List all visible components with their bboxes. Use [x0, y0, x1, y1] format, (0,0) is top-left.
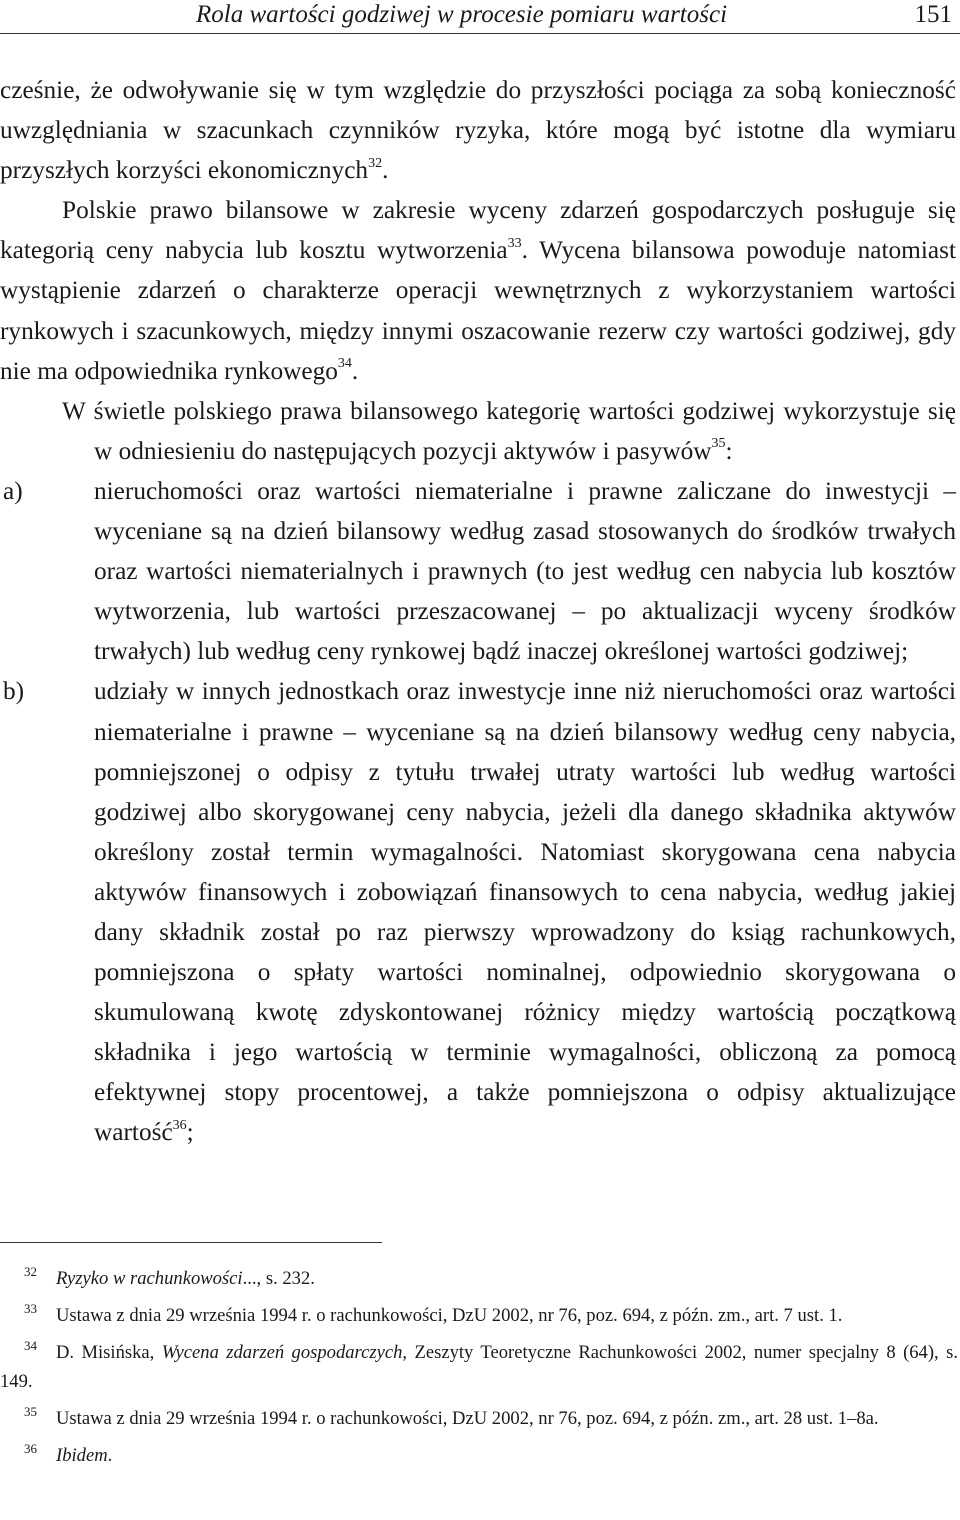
- footnote-separator: [0, 1242, 382, 1243]
- list-item-text: nieruchomości oraz wartości niematerialne i prawne zaliczane do inwestycji – wyceniane są na dzień bilansowy według zasad stosowanych do środków trwałych oraz wartości niematerialnych i prawnych (to jest według cen nabycia lub kosztów wytworzenia, lub wartości przeszacowanej – po aktualizacji wyceny środków trwałych) lub według ceny rynkowej bądź inaczej określonej wartości godziwej;: [94, 476, 956, 666]
- footnote-number: 32: [24, 1264, 37, 1279]
- footnote: [0, 1338, 958, 1396]
- punctuation: ;: [186, 1118, 194, 1147]
- paragraph-list-intro: [0, 391, 956, 471]
- list-item-text: udziały w innych jednostkach oraz inwestycje inne niż nieruchomości oraz wartości niematerialne i prawne – wyceniane są na dzień bilansowy według ceny nabycia, pomniejszonej o odpisy z tytułu trwałej utraty wartości lub według wartości godziwej albo skorygowanej ceny nabycia, jeżeli dla danego składnika aktywów określony został termin wymagalności. Natomiast skorygowana cena nabycia aktywów finansowych i zobowiązań finansowych to cena nabycia, według jakiej dany składnik został po raz pierwszy wprowadzony do ksiąg rachunkowych, pomniejszona o spłaty wartości nominalnej, odpowiednio skorygowana o skumulowaną kwotę zdyskontowanej różnicy między wartością początkową składnika i jego wartością w terminie wymagalności, obliczoną za pomocą efektywnej stopy procentowej, a także pomniejszona o odpisy aktualizujące wartość: [94, 677, 956, 1147]
- main-text: [0, 70, 956, 1153]
- footnote-ref[interactable]: 33: [507, 235, 522, 251]
- paragraph-text: . Wycena bilansowa powoduje natomiast wystąpienie zdarzeń o charakterze operacji wewnętrznych z wykorzystaniem wartości rynkowych i szacunkowych, między innymi oszacowanie rezerw czy wartości godziwej, gdy nie ma odpowiednika rynkowego: [0, 236, 956, 385]
- footnote-ref[interactable]: 34: [337, 356, 352, 372]
- footnote-italic-title: Ryzyko w rachunkowości: [56, 1268, 243, 1289]
- paragraph-text: W świetle polskiego prawa bilansowego kategorię wartości godziwej wykorzystuje się w odniesieniu do następujących pozycji aktywów i pasywów: [62, 396, 956, 465]
- footnote-text: , Zeszyty Teoretyczne Rachunkowości 2002, numer specjalny 8 (64), s. 149.: [0, 1342, 958, 1392]
- running-header: [0, 0, 960, 34]
- list-marker: b): [3, 677, 25, 706]
- list-item-b: [0, 671, 956, 1152]
- footnote-text: .: [107, 1445, 113, 1466]
- footnote-author: D. Misińska,: [56, 1342, 162, 1363]
- list-item-a: [0, 471, 956, 671]
- footnote-number: 34: [24, 1338, 37, 1353]
- punctuation: :: [725, 436, 733, 465]
- footnote: [0, 1441, 958, 1470]
- footnote: [0, 1404, 958, 1433]
- footnote-italic-title: Ibidem: [56, 1445, 108, 1466]
- footnote-number: 35: [24, 1404, 37, 1419]
- paragraph-continued: [0, 70, 956, 190]
- paragraph: [0, 190, 956, 390]
- punctuation: .: [351, 356, 359, 385]
- footnote: [0, 1301, 958, 1330]
- footnote-text: Ustawa z dnia 29 września 1994 r. o rachunkowości, DzU 2002, nr 76, poz. 694, z późn. zm., art. 7 ust. 1.: [56, 1305, 843, 1326]
- footnote-italic-title: Wycena zdarzeń gospodarczych: [161, 1342, 403, 1363]
- page-number: 151: [914, 1, 952, 28]
- footnote-ref[interactable]: 32: [368, 155, 383, 171]
- footnotes: [0, 1264, 958, 1478]
- footnote-text: Ustawa z dnia 29 września 1994 r. o rachunkowości, DzU 2002, nr 76, poz. 694, z późn. zm., art. 28 ust. 1–8a.: [56, 1408, 879, 1429]
- footnote-number: 36: [24, 1441, 37, 1456]
- paragraph-text: cześnie, że odwoływanie się w tym względzie do przyszłości pociąga za sobą konieczność uwzględniania w szacunkach czynników ryzyka, które mogą być istotne dla wymiaru przyszłych korzyści ekonomicznych: [0, 76, 956, 185]
- footnote-ref[interactable]: 35: [711, 436, 726, 452]
- list-marker: a): [3, 476, 23, 505]
- paragraph-text: Polskie prawo bilansowe w zakresie wyceny zdarzeń gospodarczych posługuje się kategorią ceny nabycia lub kosztu wytworzenia: [0, 196, 956, 265]
- punctuation: .: [382, 156, 389, 185]
- running-title: Rola wartości godziwej w procesie pomiaru wartości: [196, 1, 728, 28]
- footnote-ref[interactable]: 36: [172, 1118, 187, 1134]
- footnote: [0, 1264, 958, 1293]
- footnote-number: 33: [24, 1301, 37, 1316]
- footnote-text: ..., s. 232.: [242, 1268, 315, 1289]
